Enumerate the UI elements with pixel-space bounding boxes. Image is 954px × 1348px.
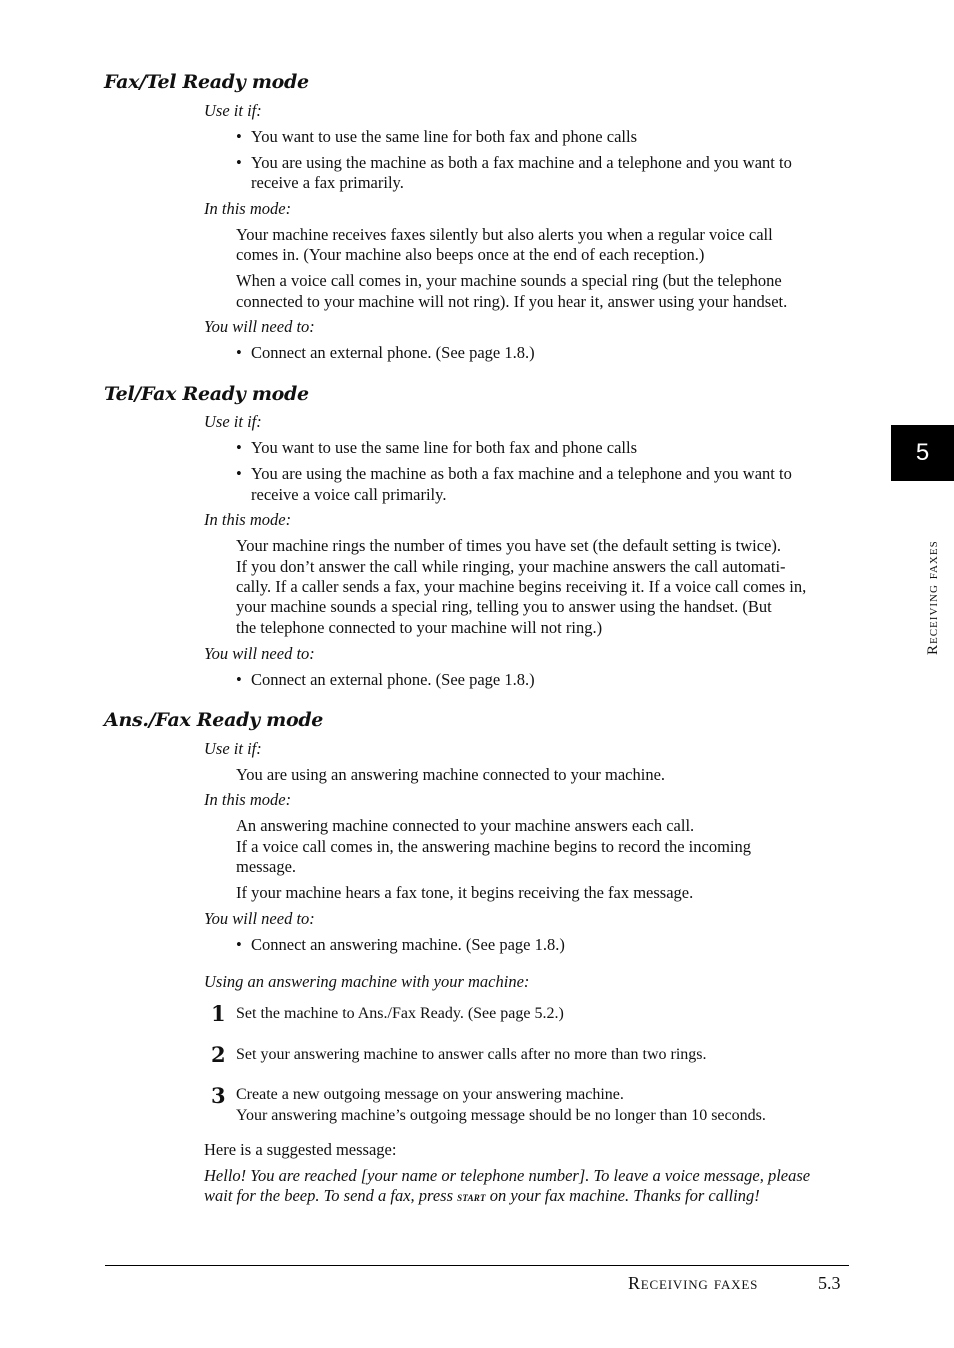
bullet-glyph: • — [236, 670, 242, 689]
bullet-item: You want to use the same line for both fax and phone calls — [251, 127, 637, 146]
bullet-glyph: • — [236, 127, 242, 146]
footer-section-title: Receiving faxes — [628, 1273, 759, 1293]
step-text: Your answering machine’s outgoing message should be no longer than 10 seconds. — [236, 1107, 766, 1124]
suggested-message — [204, 1186, 760, 1208]
mode-text: comes in. (Your machine also beeps once at the end of each reception.) — [236, 245, 705, 264]
use-it-if-label: Use it if: — [204, 412, 262, 431]
mode-text: connected to your machine will not ring). If you hear it, answer using your handset. — [236, 292, 788, 311]
chapter-side-label: Receiving faxes — [925, 540, 941, 655]
suggest-intro: Here is a suggested message: — [204, 1140, 397, 1159]
mode-text: When a voice call comes in, your machine sounds a special ring (but the telephone — [236, 271, 782, 290]
section-heading-ans-fax: Ans./Fax Ready mode — [104, 709, 324, 731]
step-number: 2 — [211, 1042, 226, 1067]
bullet-item-continued: receive a voice call primarily. — [251, 485, 447, 504]
bullet-item: You are using the machine as both a fax machine and a telephone and you want to — [251, 153, 792, 172]
bullet-item-continued: receive a fax primarily. — [251, 173, 404, 192]
bullet-glyph: • — [236, 153, 242, 172]
mode-text: If a voice call comes in, the answering machine begins to record the incoming — [236, 837, 751, 856]
use-it-if-label: Use it if: — [204, 739, 262, 758]
chapter-tab — [891, 425, 954, 481]
in-this-mode-label: In this mode: — [204, 790, 292, 809]
bullet-glyph: • — [236, 935, 242, 954]
mode-text: If your machine hears a fax tone, it begins receiving the fax message. — [236, 883, 694, 902]
need-item: Connect an external phone. (See page 1.8.) — [251, 343, 535, 362]
mode-text: If you don’t answer the call while ringing, your machine answers the call automati- — [236, 557, 786, 576]
you-will-need-label: You will need to: — [204, 317, 315, 336]
bullet-glyph: • — [236, 464, 242, 483]
need-item: Connect an external phone. (See page 1.8.) — [251, 670, 535, 689]
step-text: Create a new outgoing message on your answering machine. — [236, 1086, 624, 1103]
bullet-glyph: • — [236, 343, 242, 362]
section-heading-fax-tel: Fax/Tel Ready mode — [104, 71, 309, 93]
mode-text: Your machine rings the number of times you have set (the default setting is twice). — [236, 536, 781, 555]
you-will-need-label: You will need to: — [204, 909, 315, 928]
in-this-mode-label: In this mode: — [204, 199, 292, 218]
mode-text: message. — [236, 857, 297, 876]
suggested-message: Hello! You are reached [your name or telephone number]. To leave a voice message, please — [204, 1166, 811, 1185]
start-key-label: start — [457, 1189, 486, 1204]
step-number: 3 — [211, 1083, 226, 1108]
message-text: wait for the beep. To send a fax, press — [204, 1186, 458, 1205]
in-this-mode-label: In this mode: — [204, 510, 292, 529]
mode-text: the telephone connected to your machine will not ring.) — [236, 618, 603, 637]
page-number: 5.3 — [818, 1273, 841, 1293]
bullet-item: You are using the machine as both a fax machine and a telephone and you want to — [251, 464, 792, 483]
footer-rule — [105, 1265, 849, 1266]
mode-text: cally. If a caller sends a fax, your machine begins receiving it. If a voice call comes in, — [236, 577, 807, 596]
mode-text: Your machine receives faxes silently but also alerts you when a regular voice call — [236, 225, 773, 244]
use-it-if-label: Use it if: — [204, 101, 262, 120]
step-text: Set the machine to Ans./Fax Ready. (See page 5.2.) — [236, 1005, 564, 1022]
mode-text: your machine sounds a special ring, telling you to answer using the handset. (But — [236, 597, 772, 616]
step-text: Set your answering machine to answer calls after no more than two rings. — [236, 1046, 707, 1063]
procedure-title: Using an answering machine with your machine: — [204, 972, 530, 991]
bullet-item: You want to use the same line for both fax and phone calls — [251, 438, 637, 457]
chapter-number: 5 — [915, 439, 930, 466]
you-will-need-label: You will need to: — [204, 644, 315, 663]
step-number: 1 — [211, 1001, 226, 1026]
need-item: Connect an answering machine. (See page 1.8.) — [251, 935, 565, 954]
use-text: You are using an answering machine connected to your machine. — [236, 765, 666, 784]
section-heading-tel-fax: Tel/Fax Ready mode — [104, 383, 309, 405]
mode-text: An answering machine connected to your machine answers each call. — [236, 816, 695, 835]
bullet-glyph: • — [236, 438, 242, 457]
message-text: on your fax machine. Thanks for calling! — [485, 1186, 760, 1205]
